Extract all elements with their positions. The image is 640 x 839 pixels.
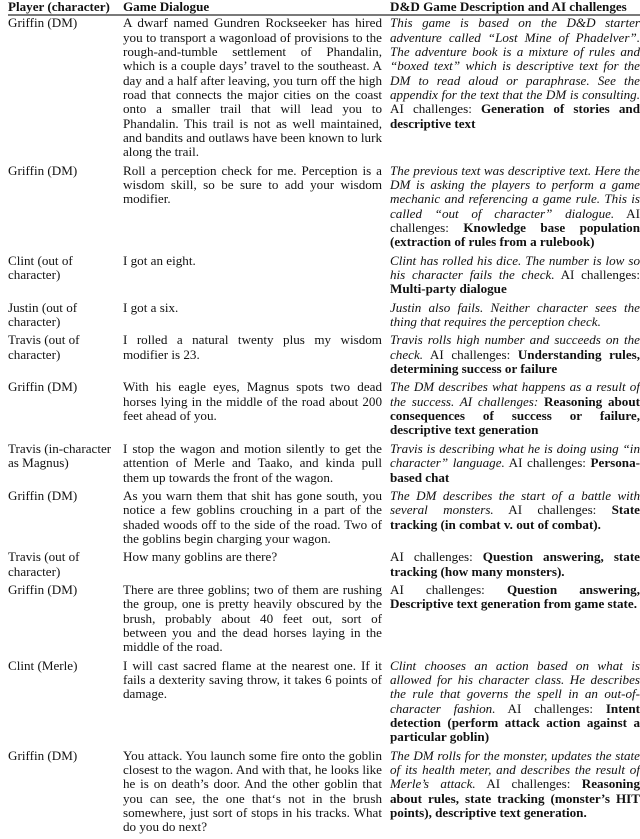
header-description: D&D Game Description and AI challenges [390, 0, 627, 14]
dialogue-cell: You attack. You launch some fire onto the goblin closest to the wagon. And with that, he looks like he is on death’s door. And the other goblin that you can see, the one that‘s not in the brush somewhere, just sort of stops in his tracks. What do you do next? [123, 747, 382, 835]
description-prefix: AI challenges: [390, 581, 507, 597]
dialogue-cell: I got a six. [123, 299, 179, 315]
description-italic: Travis rolls high number and succeeds on the check. [390, 332, 640, 362]
table-row [8, 333, 640, 380]
header-player: Player (character) [8, 0, 110, 14]
dialogue-cell: I rolled a natural twenty plus my wisdom modifier is 23. [123, 332, 382, 362]
description-prefix: AI challenges: [475, 776, 582, 792]
description-cell [390, 583, 640, 659]
description-prefix: AI challenges: [390, 205, 640, 236]
player-cell: Travis (out of character) [8, 549, 80, 579]
description-cell [390, 164, 640, 254]
player-cell: Griffin (DM) [8, 487, 78, 503]
description-cell [390, 442, 640, 489]
table-row [8, 15, 640, 163]
description-italic: Travis is describing what he is doing using “in character” language. [390, 440, 640, 471]
ai-challenges: State tracking (in combat v. out of combat). [390, 502, 640, 532]
dialogue-cell: I will cast sacred flame at the nearest one. If it fails a dexterity saving throw, it takes 6 points of damage. [123, 657, 382, 702]
table-row [8, 380, 640, 441]
table-row [8, 301, 640, 334]
description-italic: Clint has rolled his dice. The number is low so his character fails the check. [390, 252, 640, 283]
description-cell [390, 380, 640, 441]
ai-challenges: Question answering, Descriptive text generation from game state. [390, 581, 640, 612]
table-row [8, 442, 640, 489]
description-italic: This game is based on the D&D starter adventure called “Lost Mine of Phadelver”. The adventure book is a mixture of rules and “boxed text” which is descriptive text for the DM to read aloud or paraphrase. See the appendix for the text that the DM is consulting. [390, 15, 640, 102]
ai-challenges: Knowledge base population (extraction of rules from a rulebook) [390, 220, 640, 250]
description-italic: The DM rolls for the monster, updates the state of its health meter, and describes the result of Merle’s attack. [390, 747, 640, 792]
player-cell: Griffin (DM) [8, 581, 78, 597]
ai-challenges: Question answering, state tracking (how many monsters). [390, 549, 640, 579]
description-cell [390, 254, 640, 301]
description-italic: The DM describes the start of a battle with several monsters. [390, 487, 640, 518]
description-prefix: AI challenges: [423, 346, 518, 362]
description-cell [390, 749, 640, 839]
header-dialogue: Game Dialogue [123, 0, 210, 14]
description-italic: Clint chooses an action based on what is allowed for his character class. He describes the rule that governs the spell in an out-of-character fashion. [390, 657, 640, 716]
dialogue-cell: I got an eight. [123, 252, 196, 268]
ai-challenges: Reasoning about consequences of success or failure, descriptive text generation [390, 393, 640, 438]
table-row [8, 550, 640, 583]
player-cell: Griffin (DM) [8, 162, 78, 178]
dialogue-cell: A dwarf named Gundren Rockseeker has hired you to transport a wagonload of provisions to the rough-and-tumble settlement of Phandalin, which is a couple days’ travel to the southeast. A day and a half after leaving, you turn off the high road that connects the major cities on the coast onto a smaller trail that will lead you to Phandalin. This trail is not as well maintained, and bandits and outlaws have been known to lurk along the trail. [123, 15, 382, 160]
ai-challenges: Generation of stories and descriptive text [390, 101, 640, 131]
dialogue-cell: With his eagle eyes, Magnus spots two dead horses lying in the middle of the road about 200 feet ahead of you. [123, 379, 382, 424]
description-prefix: AI challenges: [495, 700, 606, 716]
player-cell: Travis (out of character) [8, 332, 80, 362]
player-cell: Travis (in-character as Magnus) [8, 440, 112, 471]
dialogue-cell: How many goblins are there? [123, 549, 278, 565]
description-prefix: AI challenges: [493, 502, 612, 518]
dialogue-cell: Roll a perception check for me. Perception is a wisdom skill, so be sure to add your wisdom modifier. [123, 162, 382, 207]
dialogue-cell: As you warn them that shit has gone south, you notice a few goblins crouching in a part of the shaded woods off to the side of the road. Two of the goblins begin charging your wagon. [123, 487, 382, 546]
ai-challenges: Understanding rules, determining success or failure [390, 346, 640, 377]
ai-challenges: Multi-party dialogue [390, 281, 507, 297]
ai-challenges: Reasoning about rules, state tracking (monster’s HIT points), descriptive text generation. [390, 776, 640, 821]
player-cell: Griffin (DM) [8, 747, 78, 763]
table-row [8, 254, 640, 301]
description-cell [390, 550, 640, 583]
description-cell [390, 659, 640, 749]
description-italic: The previous text was descriptive text. Here the DM is asking the players to perform a game mechanic and referencing a game rule. This is called “out of character” dialogue. [390, 162, 640, 221]
ai-challenges: Persona-based chat [390, 455, 640, 485]
description-cell [390, 15, 640, 163]
dialogue-cell: There are three goblins; two of them are rushing the group, one is pretty heavily obscured by the brush, probably about 40 feet out, sort of between you and the dead horses laying in the middle of the road. [123, 581, 382, 655]
player-cell: Griffin (DM) [8, 379, 78, 395]
description-cell [390, 489, 640, 550]
description-italic: The DM describes what happens as a result of the success. AI challenges: [390, 379, 640, 409]
table-row [8, 659, 640, 749]
player-cell: Justin (out of character) [8, 299, 78, 330]
description-prefix: AI challenges: [390, 549, 483, 565]
table-row [8, 583, 640, 659]
player-cell: Clint (out of character) [8, 252, 73, 283]
description-cell [390, 301, 640, 334]
player-cell: Griffin (DM) [8, 15, 78, 31]
description-italic: Justin also fails. Neither character sees the thing that requires the perception check. [390, 299, 640, 330]
dnd-dialogue-table [8, 0, 640, 839]
player-cell: Clint (Merle) [8, 657, 78, 673]
table-header-row [8, 0, 640, 15]
ai-challenges: Intent detection (perform attack action against a particular goblin) [390, 700, 640, 745]
table-row [8, 489, 640, 550]
table-row [8, 164, 640, 254]
description-prefix: AI challenges: [504, 455, 591, 471]
description-prefix: AI challenges: [390, 101, 481, 117]
description-prefix: AI challenges: [554, 267, 640, 283]
dialogue-cell: I stop the wagon and motion silently to get the attention of Merle and Taako, and kinda pull them up towards the front of the wagon. [123, 440, 382, 485]
table-row [8, 749, 640, 839]
description-cell [390, 333, 640, 380]
